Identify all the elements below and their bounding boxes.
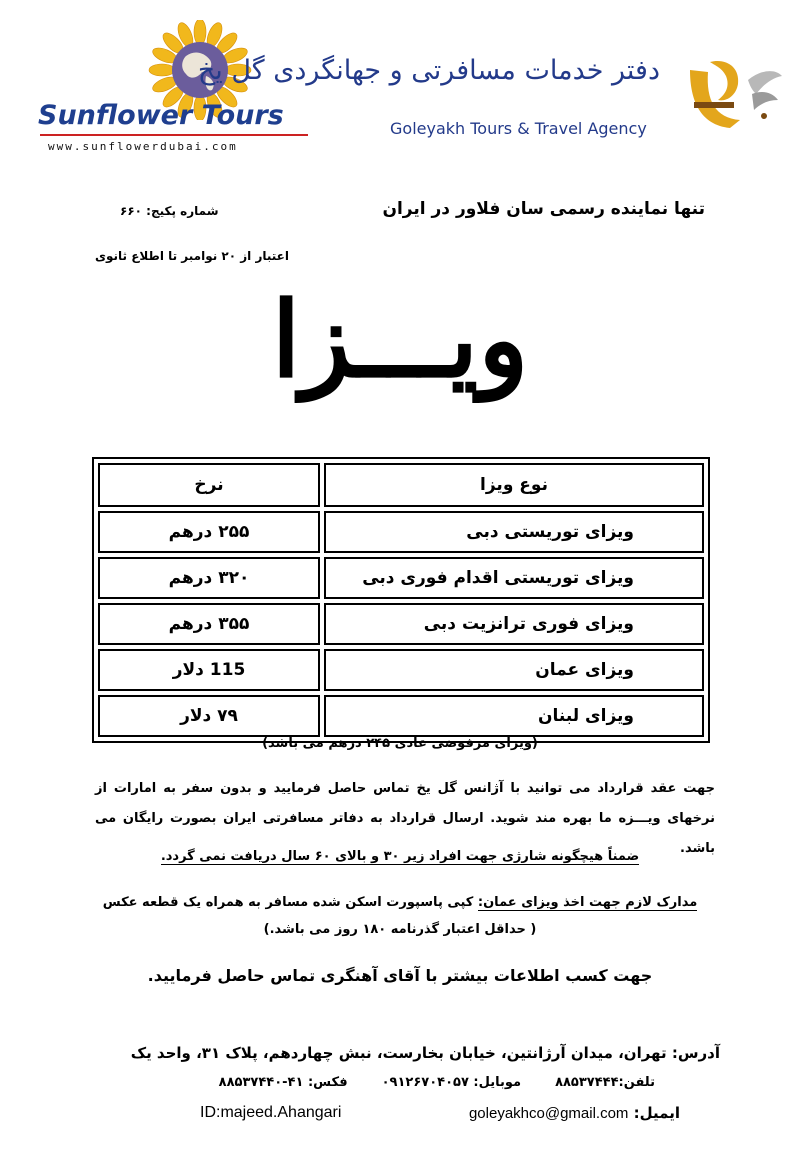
phone-line [185,1075,655,1090]
sunflower-brand-name: Sunflower Tours [38,100,284,131]
table-row [98,557,704,599]
visa-price-cell: ۳۲۰ درهم [98,557,320,599]
column-header-visa-type: نوع ویزا [324,463,704,507]
oman-documents-text: کپی پاسپورت اسکن شده مسافر به همراه یک قطعه عکس [102,895,478,910]
brand-underline [40,134,308,136]
oman-documents-block [0,889,800,943]
no-charge-text: ضمناً هیچگونه شارژی جهت افراد زیر ۳۰ و بالای ۶۰ سال دریافت نمی گردد. [160,849,640,864]
visa-price-table [92,457,710,743]
validity-note: اعتبار از ۲۰ نوامبر تا اطلاع ثانوی [95,249,289,263]
column-header-price: نرخ [98,463,320,507]
visa-price-cell: ۲۵۵ درهم [98,511,320,553]
official-representative-line: تنها نماینده رسمی سان فلاور در ایران [382,199,705,219]
email-address[interactable]: goleyakhco@gmail.com [468,1105,629,1122]
sunflower-tours-logo [30,20,320,160]
passport-validity-note: ( حداقل اعتبار گذرنامه ۱۸۰ روز می باشد.) [263,922,537,937]
table-row [98,695,704,737]
goleyakh-name-english: Goleyakh Tours & Travel Agency [390,119,647,138]
visa-price-cell: ۳۵۵ درهم [98,603,320,645]
page-title: ویـــزا [271,278,529,401]
table-row [98,649,704,691]
fax-number: فکس: ۴۱-۸۸۵۳۷۴۴۰ [218,1075,348,1090]
table-row [98,511,704,553]
visa-type-cell: ویزای توریستی دبی [324,511,704,553]
phone-number: تلفن:۸۸۵۳۷۴۴۴ [555,1075,655,1090]
contract-paragraph: جهت عقد قرارداد می توانید با آژانس گل یخ تماس حاصل فرمایید و بدون سفر به امارات از نرخهای ویـــزه ما بهره مند شوید. ارسال قرارداد به دفاتر مسافرتی ایران بصورت رایگان می باشد. [95,781,715,856]
visa-type-cell: ویزای توریستی اقدام فوری دبی [324,557,704,599]
goleyakh-name-persian: دفتر خدمات مسافرتی و جهانگردی گل یخ [197,55,660,86]
goleyakh-emblem-icon [660,50,785,140]
email-label: ایمیل: [633,1104,680,1122]
visa-price-cell: 115 دلار [98,649,320,691]
table-row [98,603,704,645]
address-line: آدرس: تهران، میدان آرژانتین، خیابان بخارست، نبش چهاردهم، پلاک ۳۱، واحد یک [130,1044,720,1062]
package-number: شماره پکیج: ۶۶۰ [120,204,219,218]
oman-documents-line [0,889,800,916]
oman-documents-label: مدارک لازم جهت اخذ ویزای عمان: [477,895,698,910]
contact-id: ID:majeed.Ahangari [200,1104,342,1121]
mobile-number: موبایل: ۰۹۱۲۶۷۰۴۰۵۷ [381,1075,522,1090]
rejected-visa-note: (ویزای مرفوضی عادی ۲۴۵ درهم می باشد) [262,736,538,751]
visa-price-cell: ۷۹ دلار [98,695,320,737]
sunflower-website: www.sunflowerdubai.com [48,140,238,153]
visa-type-cell: ویزای فوری ترانزیت دبی [324,603,704,645]
email-line [469,1104,680,1122]
visa-type-cell: ویزای عمان [324,649,704,691]
no-charge-note [0,849,800,864]
visa-type-cell: ویزای لبنان [324,695,704,737]
table-header-row [98,463,704,507]
more-info-line: جهت کسب اطلاعات بیشتر با آقای آهنگری تماس حاصل فرمایید. [147,966,653,985]
goleyakh-logo [197,45,790,145]
